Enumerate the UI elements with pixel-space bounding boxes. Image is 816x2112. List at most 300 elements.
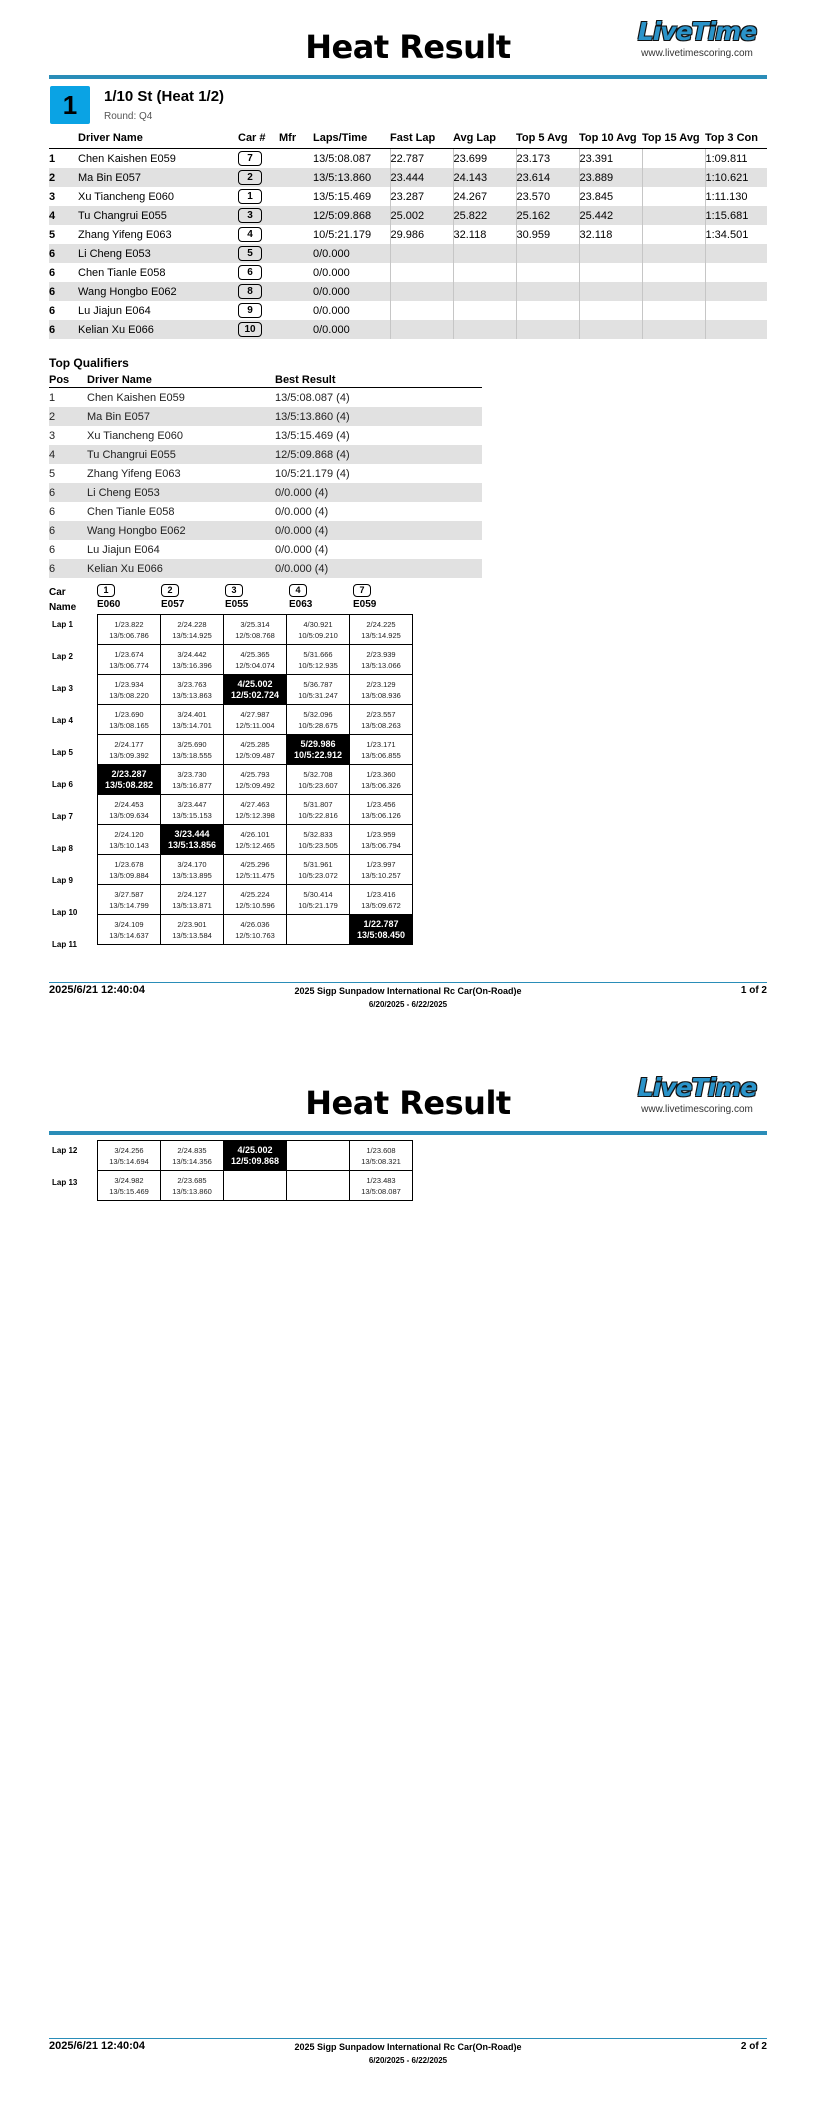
lap-position-time: 2/23.287 xyxy=(111,768,147,779)
lap-total: 10/5:22.816 xyxy=(298,810,338,820)
results-column-header: Mfr xyxy=(279,130,313,149)
lap-cell xyxy=(224,795,287,825)
top-qualifiers-cell-best: 13/5:15.469 (4) xyxy=(275,429,350,442)
top-qualifiers-cell-driver: Chen Kaishen E059 xyxy=(87,391,185,404)
lap-total: 13/5:13.860 xyxy=(172,1186,212,1196)
livetime-logo xyxy=(627,18,767,59)
lap-total: 13/5:06.786 xyxy=(109,630,149,640)
results-cell-top5: 23.173 xyxy=(516,149,579,169)
lap-cell xyxy=(350,615,413,645)
lap-chart-table xyxy=(97,1140,413,1201)
lap-total: 10/5:12.935 xyxy=(298,660,338,670)
car-number-badge: 8 xyxy=(238,284,262,299)
lap-cell xyxy=(287,795,350,825)
lap-position-time: 1/23.456 xyxy=(366,799,396,809)
results-cell-fast xyxy=(390,263,453,282)
results-row xyxy=(49,282,767,301)
lap-position-time: 5/31.666 xyxy=(303,649,333,659)
results-cell-fast xyxy=(390,244,453,263)
lap-row xyxy=(98,705,413,735)
lap-position-time: 2/23.557 xyxy=(366,709,396,719)
lap-row xyxy=(98,1171,413,1201)
results-row xyxy=(49,263,767,282)
results-cell-pos: 4 xyxy=(49,206,78,225)
results-column-header: Top 5 Avg xyxy=(516,130,579,149)
car-number-badge: 2 xyxy=(161,584,179,597)
results-cell-top3con xyxy=(705,244,767,263)
car-name: E057 xyxy=(161,599,185,610)
lap-total: 12/5:09.492 xyxy=(235,780,275,790)
results-row xyxy=(49,149,767,169)
results-cell-top15 xyxy=(642,187,705,206)
lap-total: 13/5:06.326 xyxy=(361,780,401,790)
lap-labels xyxy=(52,620,77,972)
lap-position-time: 4/25.002 xyxy=(237,1144,273,1155)
results-row xyxy=(49,225,767,244)
event-name: 2025 Sigp Sunpadow International Rc Car(On-Road)e xyxy=(294,986,522,996)
car-name: E060 xyxy=(97,599,121,610)
lap-total: 12/5:09.868 xyxy=(230,1155,280,1166)
footer-rule xyxy=(49,982,767,983)
results-cell-avg xyxy=(453,282,516,301)
top-qualifiers-cell-driver: Ma Bin E057 xyxy=(87,407,275,426)
lap-cell xyxy=(161,855,224,885)
top-qualifiers-cell-best: 13/5:08.087 (4) xyxy=(275,391,350,404)
lap-cell xyxy=(98,915,161,945)
lap-total: 13/5:08.450 xyxy=(356,929,406,940)
results-row xyxy=(49,320,767,339)
top-qualifiers-row xyxy=(49,502,482,521)
top-qualifiers-cell-pos: 2 xyxy=(49,407,87,426)
lap-cell xyxy=(98,705,161,735)
results-column-header: Laps/Time xyxy=(313,130,390,149)
lap-label: Lap 4 xyxy=(52,716,73,725)
lap-label: Lap 10 xyxy=(52,908,78,917)
lap-position-time: 2/24.835 xyxy=(177,1145,207,1155)
results-cell-driver: Xu Tiancheng E060 xyxy=(78,190,175,203)
results-cell-laps_time: 0/0.000 xyxy=(313,320,390,339)
results-cell-top15 xyxy=(642,149,705,169)
heat-round: Round: Q4 xyxy=(104,111,153,122)
lap-position-time: 2/24.120 xyxy=(114,829,144,839)
lap-position-time: 3/24.442 xyxy=(177,649,207,659)
top-qualifiers-cell-pos: 3 xyxy=(49,429,56,442)
top-qualifiers-cell-driver: Xu Tiancheng E060 xyxy=(87,429,184,442)
lap-total: 13/5:14.637 xyxy=(109,930,149,940)
logo-wordmark: LiveTime xyxy=(637,1073,757,1102)
lap-total: 12/5:12.398 xyxy=(235,810,275,820)
lap-cell xyxy=(98,1171,161,1201)
lap-cell xyxy=(224,765,287,795)
car-name: E059 xyxy=(353,599,377,610)
lap-total: 12/5:04.074 xyxy=(235,660,275,670)
lap-cell xyxy=(224,645,287,675)
lap-total: 13/5:15.153 xyxy=(172,810,212,820)
results-cell-driver: Ma Bin E057 xyxy=(78,168,238,187)
header-rule xyxy=(49,1131,767,1135)
lap-position-time: 2/24.225 xyxy=(366,619,396,629)
results-cell-top15 xyxy=(642,282,705,301)
results-cell-mfr xyxy=(279,244,313,263)
results-cell-top5: 23.570 xyxy=(516,187,579,206)
lap-label: Lap 9 xyxy=(52,876,73,885)
top-qualifiers-cell-pos: 6 xyxy=(49,505,56,518)
results-column-header: Car # xyxy=(238,130,279,149)
lap-position-time: 4/25.002 xyxy=(237,678,273,689)
lap-label: Lap 2 xyxy=(52,652,73,661)
top-qualifiers-row xyxy=(49,426,482,445)
lap-cell xyxy=(350,795,413,825)
lap-position-time: 4/25.365 xyxy=(240,649,270,659)
top-qualifiers-cell-best: 0/0.000 (4) xyxy=(275,483,482,502)
lap-position-time: 3/27.587 xyxy=(114,889,144,899)
lap-labels xyxy=(52,1146,77,1210)
lap-position-time: 1/23.483 xyxy=(366,1175,396,1185)
lap-total: 13/5:08.165 xyxy=(109,720,149,730)
lap-total: 13/5:08.220 xyxy=(109,690,149,700)
results-cell-top3con xyxy=(705,282,767,301)
lap-cell xyxy=(224,825,287,855)
lap-total: 12/5:02.724 xyxy=(230,689,280,700)
top-qualifiers-cell-best: 0/0.000 (4) xyxy=(275,521,482,540)
lap-position-time: 5/30.414 xyxy=(303,889,333,899)
lap-cell xyxy=(350,885,413,915)
results-cell-top3con: 1:15.681 xyxy=(705,206,767,225)
lap-total: 13/5:13.895 xyxy=(172,870,212,880)
footer-rule xyxy=(49,2038,767,2039)
lap-cell xyxy=(287,675,350,705)
printed-timestamp: 2025/6/21 12:40:04 xyxy=(49,2040,146,2052)
results-cell-avg xyxy=(453,301,516,320)
top-qualifiers-row xyxy=(49,388,482,408)
results-cell-top5: 23.614 xyxy=(516,168,579,187)
results-cell-top10 xyxy=(579,301,642,320)
lap-cell xyxy=(287,615,350,645)
results-cell-avg: 32.118 xyxy=(453,225,516,244)
top-qualifiers-cell-driver: Tu Changrui E055 xyxy=(87,445,275,464)
results-cell-top10 xyxy=(579,244,642,263)
results-cell-top15 xyxy=(642,206,705,225)
lap-position-time: 3/24.982 xyxy=(114,1175,144,1185)
lap-position-time: 2/23.685 xyxy=(177,1175,207,1185)
top-qualifiers-row xyxy=(49,521,482,540)
lap-cell xyxy=(98,795,161,825)
lap-chart-column-head xyxy=(97,584,120,610)
lap-total: 13/5:08.263 xyxy=(361,720,401,730)
lap-cell xyxy=(161,735,224,765)
lap-cell xyxy=(161,795,224,825)
lap-position-time: 3/24.109 xyxy=(114,919,144,929)
lap-position-time: 5/31.807 xyxy=(303,799,333,809)
lap-position-time: 1/23.690 xyxy=(114,709,144,719)
results-cell-fast: 22.787 xyxy=(390,149,453,169)
page-title: Heat Result xyxy=(305,1084,511,1122)
lap-position-time: 2/24.453 xyxy=(114,799,144,809)
event-name: 2025 Sigp Sunpadow International Rc Car(On-Road)e xyxy=(294,2042,522,2052)
lap-row xyxy=(98,675,413,705)
lap-label: Lap 6 xyxy=(52,780,73,789)
lap-cell xyxy=(287,1171,350,1201)
lap-position-time: 4/26.101 xyxy=(240,829,270,839)
results-cell-top15 xyxy=(642,225,705,244)
lap-position-time: 3/23.444 xyxy=(174,828,210,839)
car-label: Car xyxy=(49,587,66,598)
lap-total: 10/5:21.179 xyxy=(298,900,338,910)
lap-total: 10/5:23.607 xyxy=(298,780,338,790)
results-cell-top15 xyxy=(642,320,705,339)
results-cell-driver: Wang Hongbo E062 xyxy=(78,282,238,301)
lap-total: 13/5:13.871 xyxy=(172,900,212,910)
results-cell-top15 xyxy=(642,244,705,263)
lap-position-time: 3/24.170 xyxy=(177,859,207,869)
lap-cell xyxy=(224,1171,287,1201)
results-cell-pos: 6 xyxy=(49,266,56,279)
lap-cell xyxy=(161,705,224,735)
lap-position-time: 4/25.793 xyxy=(240,769,270,779)
results-cell-mfr xyxy=(279,168,313,187)
top-qualifiers-row xyxy=(49,559,482,578)
lap-cell xyxy=(350,705,413,735)
header-rule xyxy=(49,75,767,79)
heat-number-badge: 1 xyxy=(50,86,90,124)
top-qualifiers-row xyxy=(49,540,482,559)
results-cell-car xyxy=(238,168,279,187)
results-column-header xyxy=(49,130,78,149)
results-cell-avg xyxy=(453,244,516,263)
results-cell-mfr xyxy=(279,149,313,169)
page-2 xyxy=(0,1056,816,2112)
lap-position-time: 5/32.708 xyxy=(303,769,333,779)
lap-chart-table xyxy=(97,614,413,945)
results-cell-top5 xyxy=(516,244,579,263)
results-cell-fast: 23.444 xyxy=(390,168,453,187)
top-qualifiers-cell-driver: Lu Jiajun E064 xyxy=(87,543,160,556)
car-number-badge: 3 xyxy=(225,584,243,597)
results-cell-pos: 6 xyxy=(49,320,78,339)
results-cell-car xyxy=(238,225,279,244)
lap-position-time: 2/23.901 xyxy=(177,919,207,929)
logo-url: www.livetimescoring.com xyxy=(641,1104,753,1115)
results-cell-mfr xyxy=(279,320,313,339)
lap-position-time: 1/23.934 xyxy=(114,679,144,689)
results-cell-driver: Zhang Yifeng E063 xyxy=(78,228,172,241)
lap-total: 13/5:14.694 xyxy=(109,1156,149,1166)
results-cell-top10: 23.391 xyxy=(579,149,642,169)
lap-row xyxy=(98,615,413,645)
lap-total: 12/5:10.596 xyxy=(235,900,275,910)
top-qualifiers-column-header: Best Result xyxy=(275,372,482,388)
event-dates: 6/20/2025 - 6/22/2025 xyxy=(368,2056,448,2065)
results-cell-driver: Lu Jiajun E064 xyxy=(78,304,151,317)
lap-position-time: 3/25.690 xyxy=(177,739,207,749)
lap-total: 13/5:06.774 xyxy=(109,660,149,670)
results-column-header: Top 10 Avg xyxy=(579,130,642,149)
lap-cell xyxy=(350,825,413,855)
results-cell-mfr xyxy=(279,187,313,206)
top-qualifiers-cell-best: 13/5:13.860 (4) xyxy=(275,407,482,426)
lap-total: 13/5:13.066 xyxy=(361,660,401,670)
top-qualifiers-table xyxy=(49,372,482,578)
top-qualifiers-column-header: Driver Name xyxy=(87,372,275,388)
results-row xyxy=(49,187,767,206)
results-cell-car xyxy=(238,149,279,169)
lap-cell xyxy=(161,915,224,945)
lap-position-time: 2/23.939 xyxy=(366,649,396,659)
lap-cell xyxy=(98,1141,161,1171)
results-cell-pos: 5 xyxy=(49,228,56,241)
top-qualifiers-cell-best: 0/0.000 (4) xyxy=(275,505,329,518)
car-number-badge: 1 xyxy=(238,189,262,204)
lap-total: 13/5:15.469 xyxy=(109,1186,149,1196)
lap-position-time: 2/24.127 xyxy=(177,889,207,899)
lap-position-time: 1/22.787 xyxy=(363,918,399,929)
lap-position-time: 1/23.360 xyxy=(366,769,396,779)
results-cell-pos: 3 xyxy=(49,190,56,203)
results-cell-car xyxy=(238,282,279,301)
lap-label: Lap 1 xyxy=(52,620,73,629)
lap-cell xyxy=(224,915,287,945)
results-cell-avg: 23.699 xyxy=(453,149,516,169)
lap-total: 13/5:14.799 xyxy=(109,900,149,910)
lap-position-time: 5/32.833 xyxy=(303,829,333,839)
results-cell-top15 xyxy=(642,168,705,187)
top-qualifiers-column-header: Pos xyxy=(49,372,87,388)
page-number: 1 of 2 xyxy=(740,985,767,996)
lap-row xyxy=(98,765,413,795)
event-dates: 6/20/2025 - 6/22/2025 xyxy=(368,1000,448,1009)
results-cell-driver: Chen Kaishen E059 xyxy=(78,152,176,165)
results-cell-top3con: 1:34.501 xyxy=(705,225,767,244)
lap-total: 13/5:14.701 xyxy=(172,720,212,730)
lap-total: 12/5:08.768 xyxy=(235,630,275,640)
results-cell-fast: 25.002 xyxy=(390,206,453,225)
results-cell-avg xyxy=(453,263,516,282)
top-qualifiers-title: Top Qualifiers xyxy=(49,356,129,370)
lap-label: Lap 11 xyxy=(52,940,77,949)
car-number-badge: 10 xyxy=(238,322,262,337)
results-cell-top10 xyxy=(579,320,642,339)
lap-total: 13/5:18.555 xyxy=(172,750,212,760)
lap-total: 13/5:06.126 xyxy=(361,810,401,820)
lap-cell xyxy=(287,825,350,855)
lap-total: 13/5:13.584 xyxy=(172,930,212,940)
lap-cell xyxy=(287,735,350,765)
lap-cell xyxy=(161,765,224,795)
results-cell-top3con xyxy=(705,320,767,339)
results-column-header: Driver Name xyxy=(78,130,238,149)
results-cell-laps_time: 13/5:15.469 xyxy=(313,190,372,203)
lap-total: 13/5:09.672 xyxy=(361,900,401,910)
car-number-badge: 3 xyxy=(238,208,262,223)
results-cell-mfr xyxy=(279,206,313,225)
top-qualifiers-cell-best: 12/5:09.868 (4) xyxy=(275,445,482,464)
lap-position-time: 1/23.171 xyxy=(366,739,396,749)
lap-position-time: 1/23.608 xyxy=(366,1145,396,1155)
lap-row xyxy=(98,1141,413,1171)
lap-cell xyxy=(161,1141,224,1171)
lap-total: 10/5:28.675 xyxy=(298,720,338,730)
lap-cell xyxy=(350,675,413,705)
lap-position-time: 3/23.447 xyxy=(177,799,207,809)
lap-label: Lap 3 xyxy=(52,684,73,693)
top-qualifiers-cell-best: 10/5:21.179 (4) xyxy=(275,467,350,480)
logo-wordmark: LiveTime xyxy=(637,17,757,46)
lap-position-time: 1/23.674 xyxy=(114,649,144,659)
heat-name: 1/10 St (Heat 1/2) xyxy=(104,88,225,105)
lap-total: 10/5:31.247 xyxy=(298,690,338,700)
top-qualifiers-cell-best: 0/0.000 (4) xyxy=(275,543,329,556)
lap-total: 13/5:08.087 xyxy=(361,1186,401,1196)
car-number-badge: 4 xyxy=(238,227,262,242)
results-table xyxy=(49,130,767,339)
lap-row xyxy=(98,645,413,675)
printed-timestamp: 2025/6/21 12:40:04 xyxy=(49,984,146,996)
results-cell-top3con: 1:09.811 xyxy=(705,149,767,169)
lap-position-time: 1/23.416 xyxy=(366,889,396,899)
lap-cell xyxy=(161,645,224,675)
lap-cell xyxy=(224,885,287,915)
lap-cell xyxy=(224,705,287,735)
lap-position-time: 5/32.096 xyxy=(303,709,333,719)
results-cell-fast: 29.986 xyxy=(390,225,453,244)
lap-position-time: 1/23.997 xyxy=(366,859,396,869)
results-cell-driver: Chen Tianle E058 xyxy=(78,266,166,279)
lap-total: 10/5:23.072 xyxy=(298,870,338,880)
top-qualifiers-cell-driver: Kelian Xu E066 xyxy=(87,559,275,578)
results-column-header: Top 3 Con xyxy=(705,130,767,149)
lap-cell xyxy=(350,1141,413,1171)
results-cell-fast xyxy=(390,282,453,301)
results-cell-pos: 6 xyxy=(49,244,78,263)
lap-total: 13/5:13.863 xyxy=(172,690,212,700)
results-row xyxy=(49,206,767,225)
lap-position-time: 3/25.314 xyxy=(240,619,270,629)
lap-row xyxy=(98,915,413,945)
lap-row xyxy=(98,825,413,855)
lap-cell xyxy=(287,915,350,945)
lap-total: 13/5:14.356 xyxy=(172,1156,212,1166)
car-number-badge: 5 xyxy=(238,246,262,261)
lap-position-time: 2/23.129 xyxy=(366,679,396,689)
lap-label: Lap 13 xyxy=(52,1178,78,1187)
lap-position-time: 4/27.987 xyxy=(240,709,270,719)
results-cell-top5: 30.959 xyxy=(516,225,579,244)
results-cell-driver: Tu Changrui E055 xyxy=(78,206,238,225)
results-cell-laps_time: 13/5:08.087 xyxy=(313,152,372,165)
page-title: Heat Result xyxy=(305,28,511,66)
lap-position-time: 1/23.822 xyxy=(114,619,144,629)
results-cell-top3con xyxy=(705,301,767,320)
results-cell-laps_time: 10/5:21.179 xyxy=(313,228,372,241)
results-cell-top3con xyxy=(705,263,767,282)
results-cell-car xyxy=(238,187,279,206)
lap-cell xyxy=(161,1171,224,1201)
lap-cell xyxy=(98,735,161,765)
top-qualifiers-cell-best: 0/0.000 (4) xyxy=(275,559,482,578)
results-row xyxy=(49,244,767,263)
lap-cell xyxy=(287,885,350,915)
results-cell-top5 xyxy=(516,282,579,301)
results-cell-mfr xyxy=(279,301,313,320)
lap-cell xyxy=(287,765,350,795)
lap-position-time: 2/24.228 xyxy=(177,619,207,629)
lap-cell xyxy=(287,645,350,675)
lap-cell xyxy=(98,855,161,885)
lap-total: 12/5:11.475 xyxy=(235,870,275,880)
lap-cell xyxy=(161,825,224,855)
lap-label: Lap 7 xyxy=(52,812,73,821)
lap-position-time: 4/25.296 xyxy=(240,859,270,869)
